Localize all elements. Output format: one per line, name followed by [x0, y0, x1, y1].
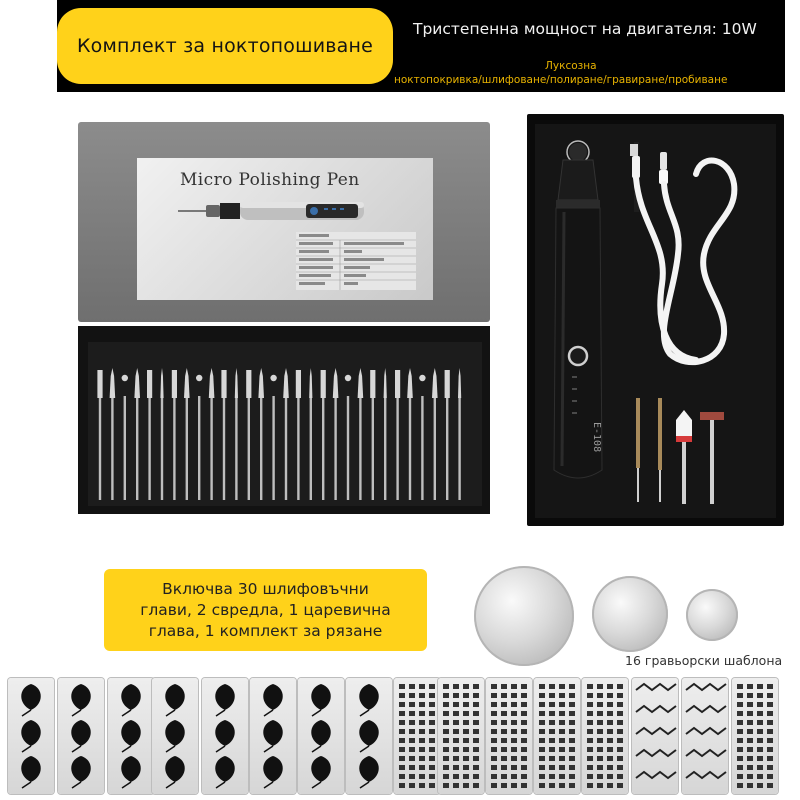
cutting-disc-small: [686, 589, 738, 641]
engraving-stencil: [732, 678, 778, 794]
engraving-stencil: [202, 678, 248, 794]
grinding-bit: [97, 370, 102, 500]
grinding-bit: [283, 368, 289, 500]
grinding-bit: [419, 375, 425, 500]
includes-text: Включва 30 шлифовъчни глави, 2 свредла, 1 царевична глава, 1 комплект за рязане: [140, 579, 391, 640]
grinding-bit: [309, 368, 312, 500]
grinding-bit: [445, 370, 450, 500]
motor-power-text: Тристепенна мощност на двигателя: 10W: [413, 20, 757, 38]
grinding-bit: [209, 368, 215, 500]
engraving-stencil: [486, 678, 532, 794]
grinding-bit: [270, 375, 276, 500]
grinding-bit: [370, 370, 375, 500]
cutting-disc-large: [474, 566, 574, 666]
grinding-bit: [184, 368, 190, 500]
grinding-bit: [122, 375, 128, 500]
grinding-bit: [458, 368, 461, 500]
grinding-bit: [196, 375, 202, 500]
spec-table-graphic: [296, 232, 416, 290]
grinding-bit: [147, 370, 152, 500]
cutting-disc-medium: [592, 576, 668, 652]
includes-info-box: [104, 569, 427, 651]
grinding-bits-row: [88, 356, 482, 506]
engraving-stencil: [682, 678, 728, 794]
grinding-bit: [160, 368, 163, 500]
engraving-stencil: [108, 678, 154, 794]
engraving-stencil: [534, 678, 580, 794]
grinding-bit: [134, 368, 140, 500]
engraving-stencils-row: [6, 672, 798, 796]
grinding-bit: [258, 368, 264, 500]
engraving-stencil: [8, 678, 54, 794]
engraving-stencil: [58, 678, 104, 794]
luxury-text-line2: ноктопокривка/шлифоване/полиране/гравиране/пробиване: [394, 74, 728, 86]
luxury-text-line1: Луксозна: [545, 60, 597, 72]
grinding-bit: [407, 368, 413, 500]
engraving-stencil: [394, 678, 440, 794]
lid-pen-illustration: [176, 196, 376, 226]
engraving-stencil: [438, 678, 484, 794]
engraving-stencil: [346, 678, 392, 794]
grinding-bit: [333, 368, 339, 500]
grinding-bit: [246, 370, 251, 500]
templates-label: 16 гравьорски шаблона: [625, 653, 783, 668]
engraving-stencil: [582, 678, 628, 794]
grinding-bit: [172, 370, 177, 500]
engraving-stencil: [250, 678, 296, 794]
engraving-stencil: [632, 678, 678, 794]
kit-title-badge: [57, 8, 393, 84]
grinding-bit: [235, 368, 238, 500]
grinding-bit: [345, 375, 351, 500]
grinding-bit: [432, 368, 438, 500]
usb-cable: [626, 134, 782, 374]
grinding-bit: [321, 370, 326, 500]
polishing-pen: [536, 130, 626, 490]
grinding-bit: [384, 368, 387, 500]
kit-title: Комплект за ноктопошиване: [76, 35, 374, 57]
pen-model-label: E-108: [591, 422, 602, 453]
grinding-bit: [395, 370, 400, 500]
engraving-stencil: [298, 678, 344, 794]
grinding-bit: [296, 370, 301, 500]
engraving-stencil: [152, 678, 198, 794]
grinding-bit: [358, 368, 364, 500]
grinding-bit: [221, 370, 226, 500]
drill-and-corn-bits: [626, 398, 726, 508]
grinding-bit: [110, 368, 116, 500]
product-name: Micro Polishing Pen: [180, 170, 360, 190]
